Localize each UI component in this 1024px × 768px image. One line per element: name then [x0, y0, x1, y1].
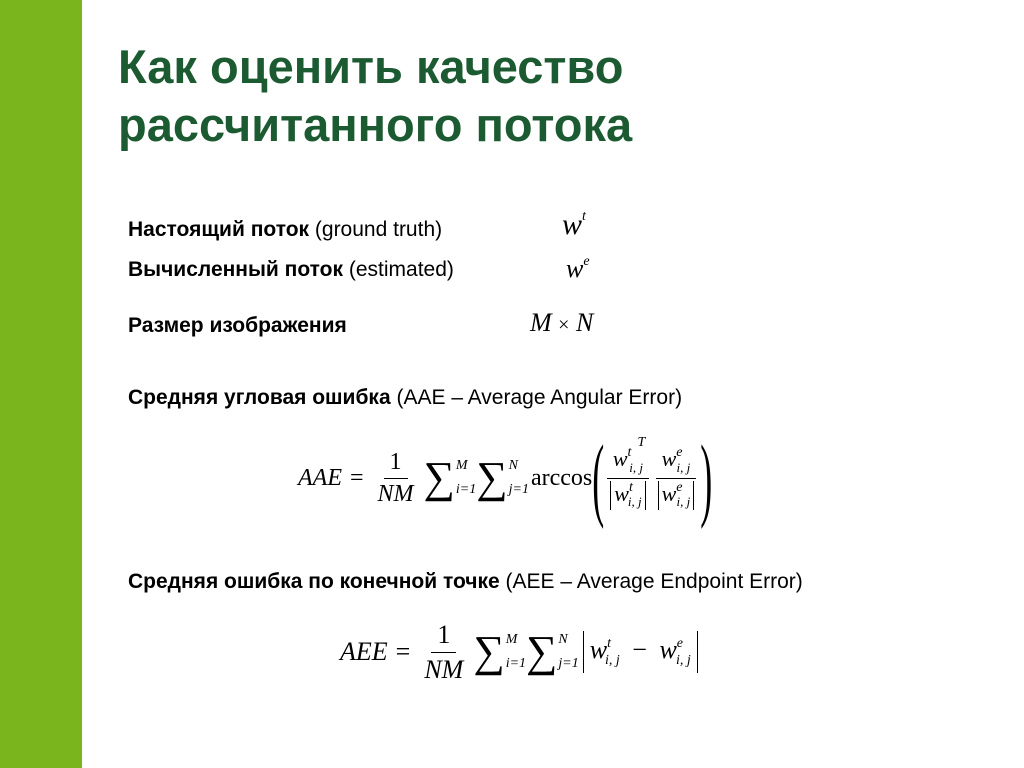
- title-line-2: рассчитанного потока: [118, 98, 633, 151]
- aee-note: (AEE – Average Endpoint Error): [505, 570, 803, 593]
- left-paren: (: [592, 426, 605, 530]
- slide-title: [118, 38, 998, 154]
- true-flow-note: (ground truth): [314, 218, 443, 241]
- image-size-label: Размер изображения: [128, 314, 347, 337]
- estimated-flow-label: Вычисленный поток: [128, 258, 344, 281]
- true-flow-row: [128, 218, 442, 242]
- aae-row: [128, 386, 682, 410]
- aae-label: Средняя угловая ошибка: [128, 386, 391, 409]
- image-size-symbol: M × N: [530, 308, 594, 337]
- side-accent-bar: [0, 0, 82, 768]
- aae-formula: AAE = $\frac{1}{NM}$ ∑ M i=1 ∑ N j=1 arccos ( $\frac{w^{tT}_{i, j}}{w^t_{i, j}}$ $\frac{w^e_{i, j}}{w^e_{i, j}}$ ): [298, 426, 713, 530]
- true-flow-label: Настоящий поток: [128, 218, 310, 241]
- right-paren: ): [700, 426, 713, 530]
- title-line-1: Как оценить качество: [118, 40, 624, 93]
- estimated-flow-symbol: $w^e$: [566, 254, 590, 283]
- aee-label: Средняя ошибка по конечной точке: [128, 570, 500, 593]
- norm-bars: $w^t_{i, j} - w^e_{i, j}$: [583, 631, 698, 673]
- image-size-row: [128, 314, 347, 338]
- aae-note: (AAE – Average Angular Error): [396, 386, 683, 409]
- true-flow-symbol: $w^t$: [562, 208, 586, 241]
- aee-formula: AEE = $\frac{1}{NM}$ ∑ M i=1 ∑ N j=1 $w^t_{i, j} - w^e_{i, j}$: [340, 612, 698, 692]
- aee-row: [128, 570, 803, 594]
- estimated-flow-row: [128, 258, 454, 282]
- estimated-flow-note: (estimated): [348, 258, 454, 281]
